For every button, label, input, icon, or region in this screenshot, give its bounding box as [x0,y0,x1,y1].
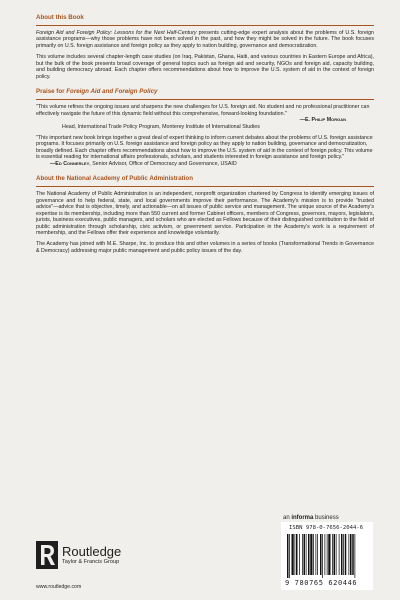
barcode-icon [285,534,369,578]
praise-quote-1: "This volume refines the ongoing issues and sharpens the new challenges for U.S. foreign aid. No student and no professional practitioner can effectively navigate the future of this dynamic field without this comprehensive, forward-looking foundation." [36,104,370,117]
praise-heading-prefix: Praise for [36,88,67,96]
publisher-group: Taylor & Francis Group [62,559,120,565]
academy-rule [36,186,374,187]
about-book-paragraph-2: This volume includes several chapter-length case studies (on Iraq, Pakistan, Ghana, Haiti, and various countries in Eastern Europe and Africa), but the bulk of the book presents broad coverage of general topics such as foreign aid and security, NGOs and foreign aid, capacity building, and building democracy abroad. Each chapter offers recommendations about how to improve the U.S. system of aid in the context of foreign policy. [36,54,374,80]
routledge-logo [36,541,146,581]
praise-heading [36,88,374,95]
barcode-panel [281,522,373,590]
quote-2-author: —Ed Connerley [50,160,90,167]
quote-2-role: , Senior Advisor, Office of Democracy and Governance, USAID [89,160,237,167]
quote-1-author: —E. Philip Morgan [299,117,346,124]
informa-business-label: an informa business [283,515,339,521]
academy-paragraph-1: The National Academy of Public Administration is an independent, nonprofit organization chartered by Congress to identify emerging issues of governance and to help federal, state, and local governments improve their performance. The Academy's mission is to provide "trusted advice"—advice that is objective, timely, and actionable—on all issues of public service and management. The unique source of the Academy's expertise is its membership, including more than 550 current and former Cabinet officers, members of Congress, governors, mayors, legislators, jurists, business executives, public managers, and scholars who are elected as Fellows because of their distinguished contribution to the field of public administration through scholarship, civic activism, or government service. Participation in the Academy's work is a requirement of membership, and the Fellows offer their experience and knowledge voluntarily. [36,191,374,236]
praise-quote-2: "This important new book brings together a great deal of expert thinking to inform current debates about the problems of U.S. foreign assistance programs. It focuses primarily on U.S. foreign assistance and foreign policy as they apply to nation building, governance and democratization, broadly defined. Each chapter offers recommendations about how to improve the U.S. system of aid in the context of foreign policy. This volume is essential reading for international affairs professionals, scholars, and students interested in foreign assistance and foreign policy." [36,134,373,161]
back-cover-text [36,14,374,254]
ean-digits: 9 780765 620446 [285,579,358,587]
isbn-text: ISBN 978-0-7656-2044-6 [289,525,364,531]
publisher-website: www.routledge.com [36,584,82,590]
academy-heading: About the National Academy of Public Administration [36,175,193,183]
routledge-r-mark-icon [36,541,58,569]
quote-1-role: Head, International Trade Policy Program, Monterey Institute of International Studies [62,123,260,130]
about-book-heading: About this Book [36,14,84,21]
praise-heading-title: Foreign Aid and Foreign Policy [66,88,158,96]
about-book-rule [36,25,374,26]
book-title-italic: Foreign Aid and Foreign Policy: Lessons for the Next Half-Century [36,30,197,36]
praise-rule [36,99,374,100]
about-book-paragraph-1-rest: presents cutting-edge expert analysis about the problems of U.S. foreign assistance programs—why those problems have not been solved in the past, and how they might be solved in the future. The book focuses primarily on U.S. foreign assistance and foreign policy as they apply to nation building, governance and democratization. [36,30,374,49]
about-book-paragraph-1 [36,30,374,49]
publisher-name: Routledge [62,544,122,559]
academy-paragraph-2: The Academy has joined with M.E. Sharpe, Inc. to produce this and other volumes in a series of books (Transformational Trends in Governance & Democracy) addressing major public management and public policy issues of the day. [36,241,374,254]
